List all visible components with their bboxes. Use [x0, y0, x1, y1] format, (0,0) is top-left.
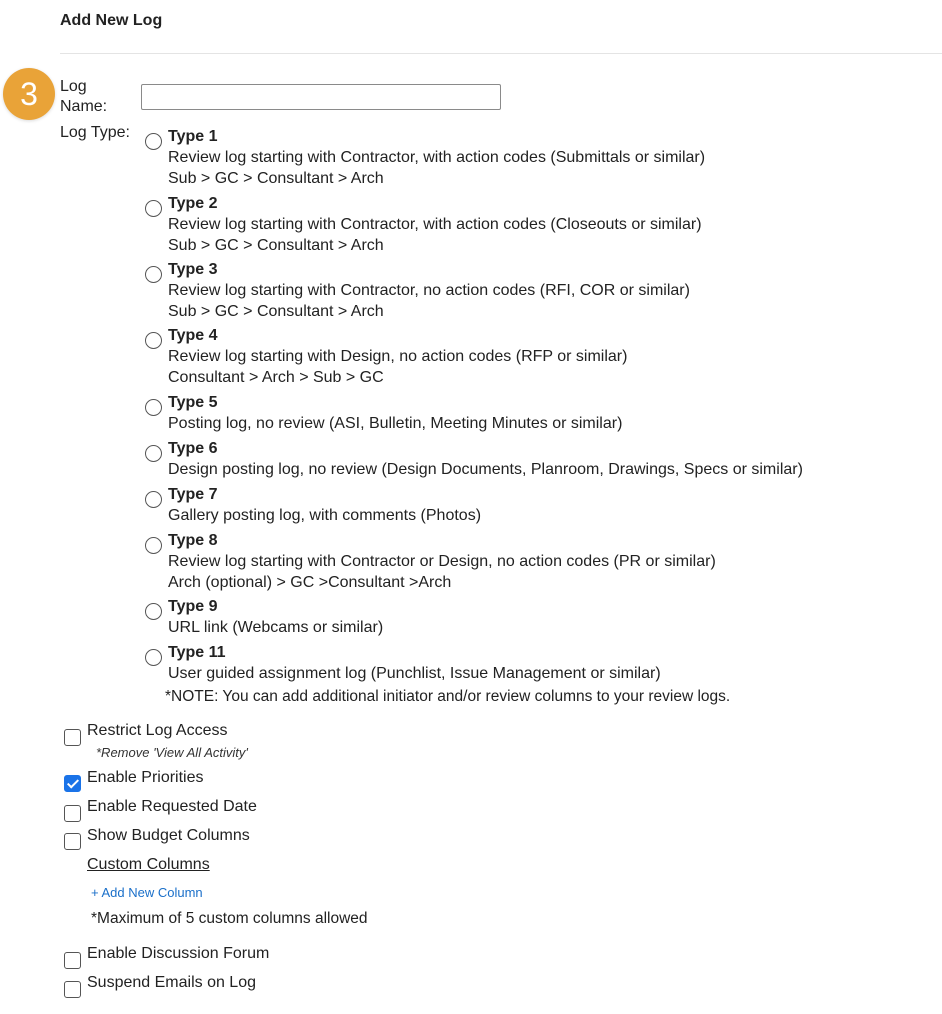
log-type-name: Type 11: [168, 644, 226, 661]
log-type-description: Review log starting with Contractor or Design, no action codes (PR or similar): [168, 553, 716, 570]
log-name-label-line2: Name:: [60, 98, 108, 115]
log-type-description: Review log starting with Contractor, with action codes (Submittals or similar): [168, 149, 706, 166]
log-type-name: Type 2: [168, 195, 218, 212]
enable-requested-date-label[interactable]: Enable Requested Date: [87, 798, 257, 815]
enable-requested-date-checkbox[interactable]: [64, 805, 81, 822]
log-type-workflow: Sub > GC > Consultant > Arch: [168, 237, 384, 254]
log-type-radio[interactable]: [145, 649, 162, 666]
log-type-description: Review log starting with Contractor, no action codes (RFI, COR or similar): [168, 282, 690, 299]
restrict-log-access-label[interactable]: Restrict Log Access: [87, 722, 228, 739]
review-columns-note: *NOTE: You can add additional initiator and/or review columns to your review logs.: [165, 688, 731, 705]
log-type-radio[interactable]: [145, 266, 162, 283]
log-name-label: [60, 77, 107, 117]
enable-discussion-forum-checkbox[interactable]: [64, 952, 81, 969]
log-type-description: Review log starting with Design, no action codes (RFP or similar): [168, 348, 628, 365]
log-type-description: Gallery posting log, with comments (Photos): [168, 507, 482, 524]
step-badge: 3: [3, 68, 55, 120]
custom-columns-heading: Custom Columns: [87, 856, 210, 873]
log-type-name: Type 5: [168, 394, 218, 411]
log-type-description: User guided assignment log (Punchlist, Issue Management or similar): [168, 665, 661, 682]
show-budget-columns-checkbox[interactable]: [64, 833, 81, 850]
log-type-name: Type 3: [168, 261, 218, 278]
log-type-workflow: Consultant > Arch > Sub > GC: [168, 369, 384, 386]
log-type-description: URL link (Webcams or similar): [168, 619, 384, 636]
show-budget-columns-label[interactable]: Show Budget Columns: [87, 827, 250, 844]
log-type-name: Type 6: [168, 440, 218, 457]
restrict-access-sub-note: *Remove 'View All Activity': [96, 745, 248, 760]
log-type-radio[interactable]: [145, 491, 162, 508]
log-type-name: Type 1: [168, 128, 218, 145]
log-name-input[interactable]: [141, 84, 501, 110]
log-type-description: Review log starting with Contractor, with action codes (Closeouts or similar): [168, 216, 702, 233]
log-type-radio[interactable]: [145, 537, 162, 554]
enable-discussion-forum-label[interactable]: Enable Discussion Forum: [87, 945, 270, 962]
log-type-label: Log Type:: [60, 124, 130, 141]
suspend-emails-checkbox[interactable]: [64, 981, 81, 998]
log-type-workflow: Arch (optional) > GC >Consultant >Arch: [168, 574, 452, 591]
log-type-radio[interactable]: [145, 332, 162, 349]
log-type-workflow: Sub > GC > Consultant > Arch: [168, 170, 384, 187]
add-new-column-link[interactable]: + Add New Column: [91, 885, 203, 900]
max-custom-columns-note: *Maximum of 5 custom columns allowed: [91, 910, 368, 927]
enable-priorities-label[interactable]: Enable Priorities: [87, 769, 204, 786]
enable-priorities-checkbox[interactable]: [64, 775, 81, 792]
log-name-label-line1: Log: [60, 78, 87, 95]
log-type-workflow: Sub > GC > Consultant > Arch: [168, 303, 384, 320]
log-type-radio[interactable]: [145, 200, 162, 217]
restrict-log-access-checkbox[interactable]: [64, 729, 81, 746]
log-type-radio[interactable]: [145, 399, 162, 416]
title-divider: [60, 53, 942, 54]
log-type-name: Type 9: [168, 598, 218, 615]
log-type-name: Type 7: [168, 486, 218, 503]
page-title: Add New Log: [60, 12, 163, 29]
log-type-name: Type 8: [168, 532, 218, 549]
log-type-radio[interactable]: [145, 603, 162, 620]
log-type-description: Design posting log, no review (Design Documents, Planroom, Drawings, Specs or similar): [168, 461, 803, 478]
suspend-emails-label[interactable]: Suspend Emails on Log: [87, 974, 256, 991]
log-type-name: Type 4: [168, 327, 218, 344]
log-type-radio[interactable]: [145, 133, 162, 150]
log-type-description: Posting log, no review (ASI, Bulletin, Meeting Minutes or similar): [168, 415, 623, 432]
log-type-radio[interactable]: [145, 445, 162, 462]
